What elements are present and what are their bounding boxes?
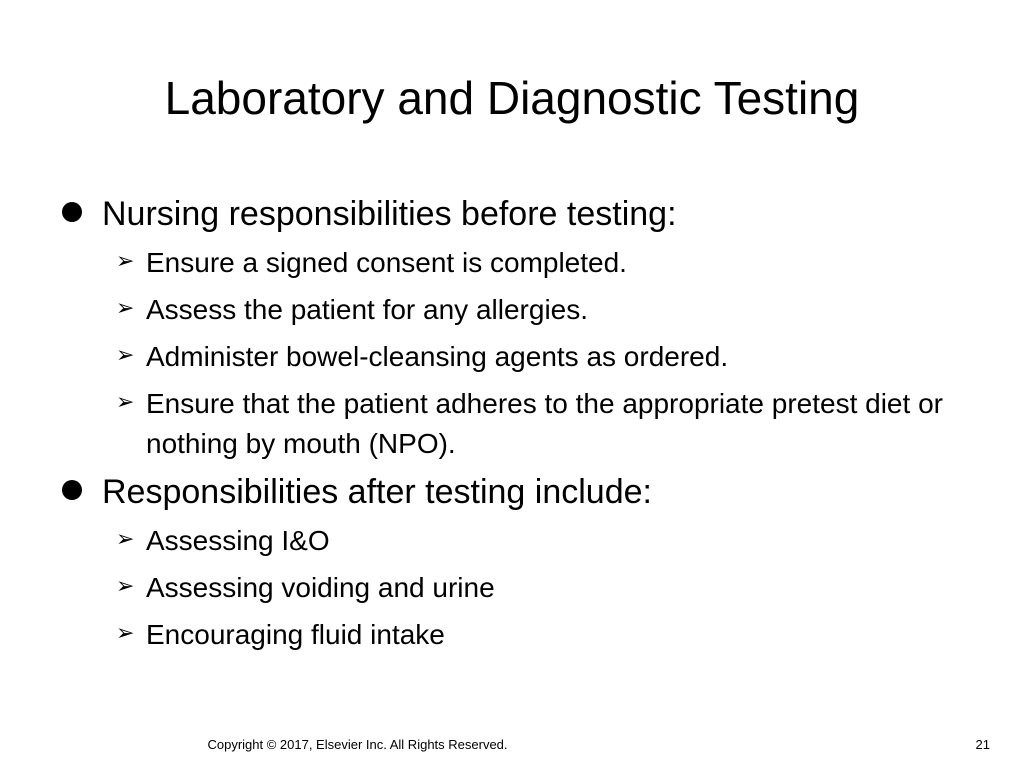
sub-bullet-list xyxy=(60,521,960,655)
arrow-bullet-icon: ➢ xyxy=(116,248,135,273)
arrow-bullet-icon: ➢ xyxy=(116,526,135,551)
sub-bullet-text: Assess the patient for any allergies. xyxy=(146,294,589,325)
copyright-footer: Copyright © 2017, Elsevier Inc. All Rights Reserved. xyxy=(207,737,508,752)
arrow-bullet-icon: ➢ xyxy=(116,295,135,320)
slide-content xyxy=(60,193,960,662)
sub-bullet-text: Encouraging fluid intake xyxy=(146,619,445,650)
bullet-dot-icon xyxy=(62,202,82,222)
bullet-item xyxy=(60,193,960,235)
sub-bullet-item xyxy=(60,521,960,561)
sub-bullet-item xyxy=(60,243,960,283)
sub-bullet-text: Assessing voiding and urine xyxy=(146,572,495,603)
bullet-dot-icon xyxy=(62,480,82,500)
arrow-bullet-icon: ➢ xyxy=(116,620,135,645)
sub-bullet-text: Ensure that the patient adheres to the appropriate pretest diet or nothing by mouth (NPO). xyxy=(146,388,943,459)
sub-bullet-text: Assessing I&O xyxy=(146,525,330,556)
sub-bullet-item xyxy=(60,290,960,330)
sub-bullet-item xyxy=(60,384,960,464)
sub-bullet-item xyxy=(60,615,960,655)
bullet-text: Responsibilities after testing include: xyxy=(102,473,652,511)
sub-bullet-item xyxy=(60,337,960,377)
sub-bullet-list xyxy=(60,243,960,464)
arrow-bullet-icon: ➢ xyxy=(116,573,135,598)
sub-bullet-item xyxy=(60,568,960,608)
bullet-text: Nursing responsibilities before testing: xyxy=(102,195,677,233)
sub-bullet-text: Ensure a signed consent is completed. xyxy=(146,247,627,278)
arrow-bullet-icon: ➢ xyxy=(116,342,135,367)
bullet-item xyxy=(60,471,960,513)
slide-title: Laboratory and Diagnostic Testing xyxy=(164,72,860,124)
page-number: 21 xyxy=(975,737,990,752)
sub-bullet-text: Administer bowel-cleansing agents as ordered. xyxy=(146,341,729,372)
arrow-bullet-icon: ➢ xyxy=(116,389,135,414)
